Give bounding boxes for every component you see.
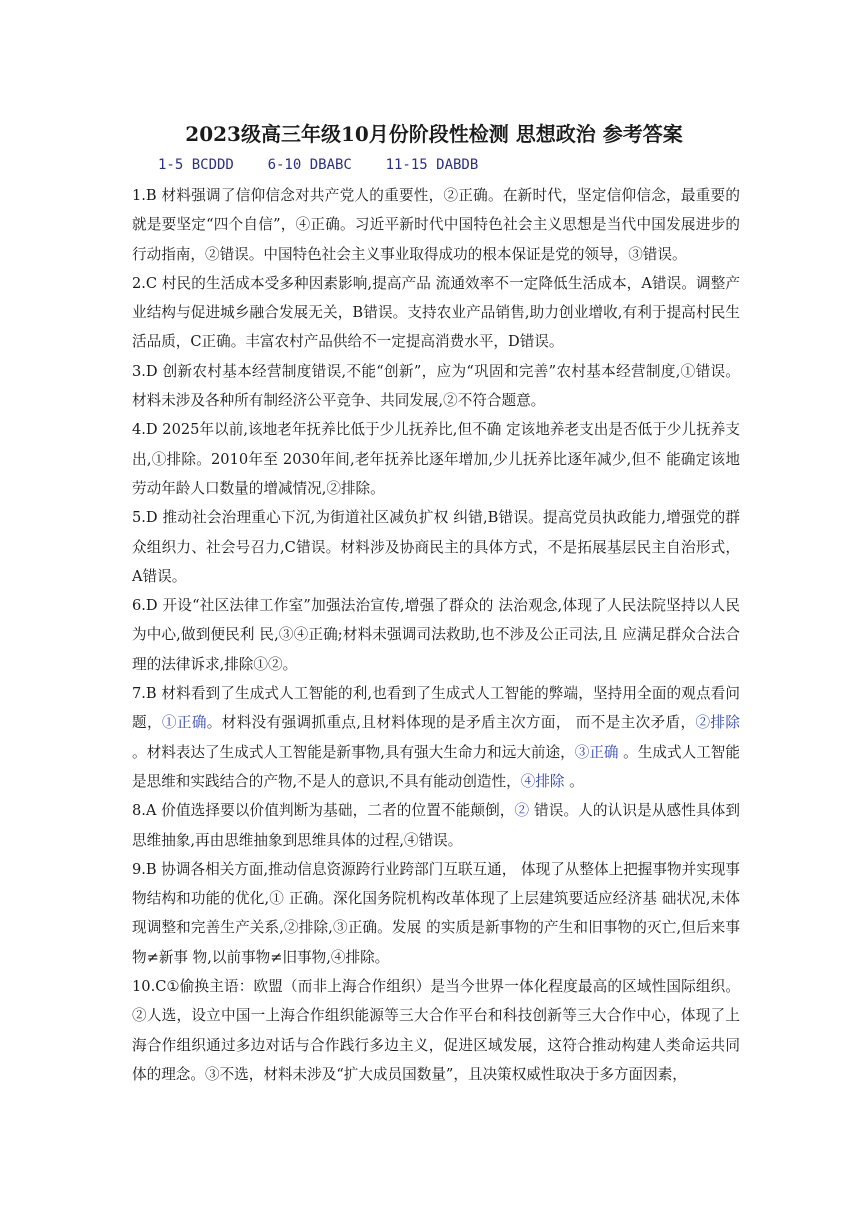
explanation-text: 。材料表达了生成式人工智能是新事物,具有强大生命力和远大前途， — [132, 743, 575, 761]
explanation-item — [132, 591, 740, 679]
explanation-item — [132, 503, 740, 591]
explanation-text: 8.A 价值选择要以价值判断为基础，二者的位置不能颠倒， — [132, 802, 515, 820]
highlighted-verdict: ④排除 — [520, 772, 565, 790]
highlighted-verdict: ②排除 — [695, 714, 740, 732]
explanation-text: 7.B 材料看到了生成式人工智能的利,也看到了生成式人工智能的弊端，坚持用全面的观点看问题， — [132, 685, 740, 732]
explanation-text: 3.D 创新农村基本经营制度错误,不能“创新”，应为“巩固和完善”农村基本经营制度,①错误。材料未涉及各种所有制经济公平竞争、共同发展,②不符合题意。 — [132, 362, 740, 410]
explanation-text: 10.C①偷换主语：欧盟（而非上海合作组织）是当今世界一体化程度最高的区域性国际组织。②人选，设立中国一上海合作组织能源等三大合作平台和科技创新等三大合作中心，体现了上海合作组织通过多边对话与合作践行多边主义，促进区域发展，这符合推动构建人类命运共同体的理念。③不选，材料未涉及“扩大成员国数量”，且决策权威性取决于多方面因素， — [132, 978, 740, 1083]
answer-key: 1-5 BCDDD 6-10 DBABC 11-15 DABDB — [158, 157, 479, 173]
explanation-text: 错误。人的认识是从感性具体到思维抽象,再由思维抽象到思维具体的过程,④错误。 — [132, 802, 740, 849]
explanation-text: 5.D 推动社会治理重心下沉,为街道社区减负扩权 纠错,B错误。提高党员执政能力,增强党的群众组织力、社会号召力,C错误。材料涉及协商民主的具体方式，不是拓展基层民主自治形式，A错误。 — [132, 509, 740, 585]
explanation-item — [132, 972, 740, 1089]
explanation-text: 6.D 开设“社区法律工作室”加强法治宣传,增强了群众的 法治观念,体现了人民法院坚持以人民为中心,做到便民利 民,③④正确;材料未强调司法救助,也不涉及公正司法,且 应满足群众合法合理的法律诉求,排除①②。 — [132, 597, 740, 673]
explanation-text: 。生成式人工智能是思维和实践结合的产物,不是人的意识,不具有能动创造性， — [132, 743, 740, 790]
highlighted-verdict: ② — [514, 802, 530, 820]
explanation-text: 1.B 材料强调了信仰信念对共产党人的重要性，②正确。在新时代，坚定信仰信念，最重要的就是要坚定“四个自信”，④正确。习近平新时代中国特色社会主义思想是当代中国发展进步的行动指南，②错误。中国特色社会主义事业取得成功的根本保证是党的领导，③错误。 — [132, 187, 740, 263]
explanation-text: 。材料没有强调抓重点,且材料体现的是矛盾主次方面， 而不是主次矛盾， — [206, 714, 696, 732]
highlighted-verdict: ①正确 — [161, 714, 207, 732]
highlighted-verdict: ③正确 — [574, 743, 619, 761]
explanation-item — [132, 269, 740, 357]
explanation-text: 9.B 协调各相关方面,推动信息资源跨行业跨部门互联互通， 体现了从整体上把握事物并实现事物结构和功能的优化,① 正确。深化国务院机构改革体现了上层建筑要适应经济基 础状况,未体现调整和完善生产关系,②排除,③正确。发展 的实质是新事物的产生和旧事物的灭亡,但后来事物≠新事 物,以前事物≠旧事物,④排除。 — [132, 860, 740, 966]
explanation-item — [132, 855, 740, 972]
explanation-text: 。 — [564, 772, 584, 790]
answer-explanations — [132, 181, 740, 1089]
explanation-item — [132, 796, 740, 855]
explanation-text: 2.C 村民的生活成本受多种因素影响,提高产品 流通效率不一定降低生活成本，A错误。调整产业结构与促进城乡融合发展无关，B错误。支持农业产品销售,助力创业增收,有利于提高村民生活品质，C正确。丰富农村产品供给不一定提高消费水平，D错误。 — [132, 274, 740, 351]
page-title: 2023级高三年级10月份阶段性检测 思想政治 参考答案 — [185, 122, 683, 146]
explanation-item — [132, 357, 740, 416]
explanation-item — [132, 415, 740, 503]
explanation-item — [132, 181, 740, 269]
explanation-text: 4.D 2025年以前,该地老年抚养比低于少儿抚养比,但不确 定该地养老支出是否低于少儿抚养支出,①排除。2010年至 2030年间,老年抚养比逐年增加,少儿抚养比逐年减少,但不 能确定该地劳动年龄人口数量的增减情况,②排除。 — [132, 421, 740, 497]
explanation-item — [132, 679, 740, 796]
